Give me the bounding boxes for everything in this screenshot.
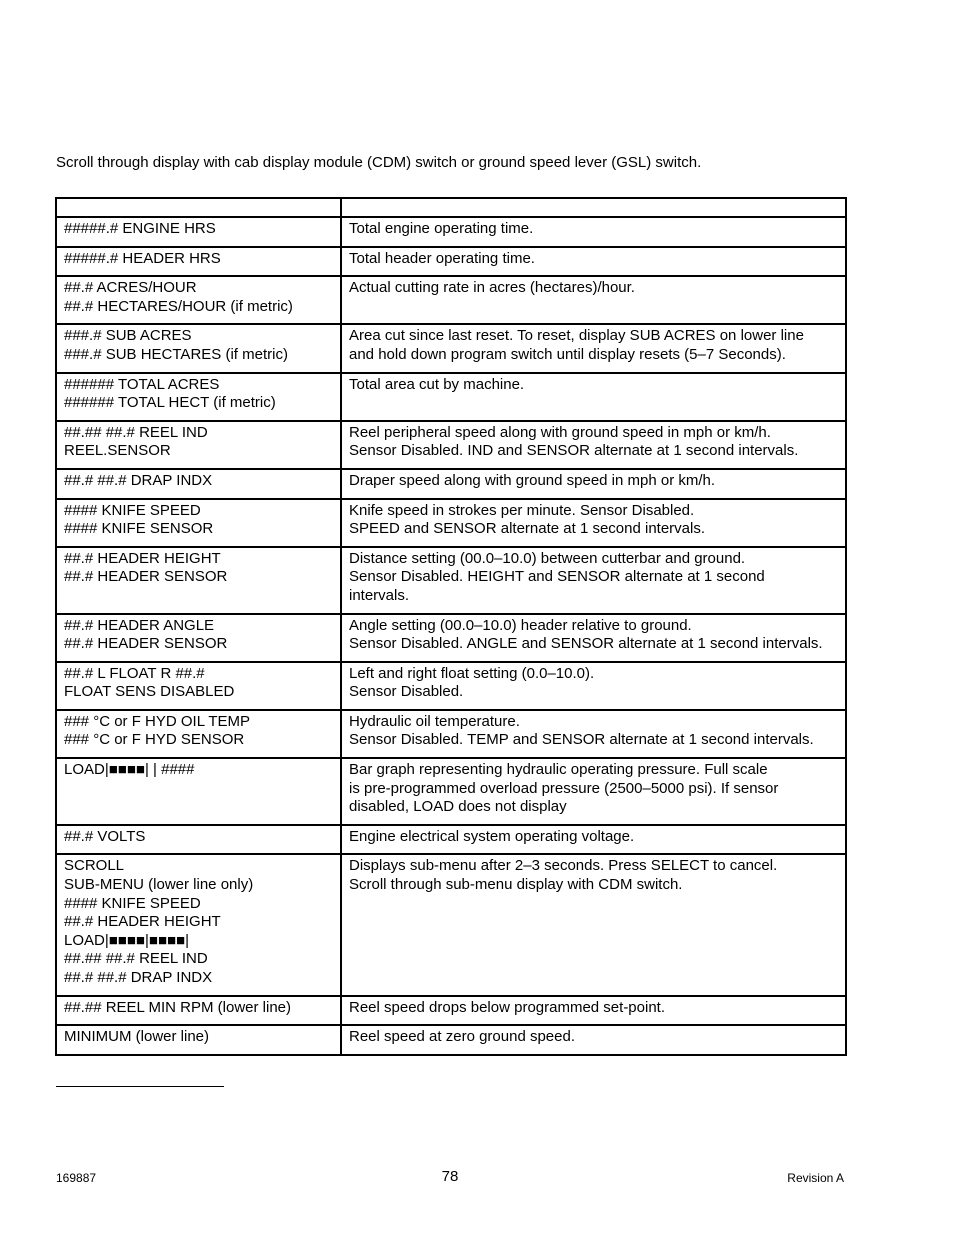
table-row (56, 710, 846, 758)
description-cell: Displays sub-menu after 2–3 seconds. Press SELECT to cancel. Scroll through sub-menu display with CDM switch. (341, 854, 846, 995)
display-cell: #####.# ENGINE HRS (56, 217, 341, 247)
description-cell: Left and right float setting (0.0–10.0). Sensor Disabled. (341, 662, 846, 710)
description-cell: Total header operating time. (341, 247, 846, 277)
display-cell: ### °C or F HYD OIL TEMP ### °C or F HYD SENSOR (56, 710, 341, 758)
table-row (56, 662, 846, 710)
table-row (56, 499, 846, 547)
display-cell: ##.# HEADER ANGLE ##.# HEADER SENSOR (56, 614, 341, 662)
table-row (56, 276, 846, 324)
table-row (56, 547, 846, 614)
description-cell: Hydraulic oil temperature. Sensor Disabled. TEMP and SENSOR alternate at 1 second intervals. (341, 710, 846, 758)
display-cell: ##.# ##.# DRAP INDX (56, 469, 341, 499)
table-row (56, 1025, 846, 1055)
table-row (56, 324, 846, 372)
table-row (56, 373, 846, 421)
description-cell: Angle setting (00.0–10.0) header relative to ground. Sensor Disabled. ANGLE and SENSOR alternate at 1 second intervals. (341, 614, 846, 662)
description-cell: Bar graph representing hydraulic operating pressure. Full scale is pre-programmed overload pressure (2500–5000 psi). If sensor disabled, LOAD does not display (341, 758, 846, 825)
display-cell: ###.# SUB ACRES ###.# SUB HECTARES (if metric) (56, 324, 341, 372)
description-cell: Area cut since last reset. To reset, display SUB ACRES on lower line and hold down program switch until display resets (5–7 Seconds). (341, 324, 846, 372)
table-row (56, 247, 846, 277)
display-cell: ##.## REEL MIN RPM (lower line) (56, 996, 341, 1026)
description-cell: Reel speed drops below programmed set-point. (341, 996, 846, 1026)
display-table (55, 197, 847, 1056)
display-cell: ##.# HEADER HEIGHT ##.# HEADER SENSOR (56, 547, 341, 614)
table-row (56, 421, 846, 469)
display-cell: ##.# L FLOAT R ##.# FLOAT SENS DISABLED (56, 662, 341, 710)
display-cell: ###### TOTAL ACRES ###### TOTAL HECT (if metric) (56, 373, 341, 421)
page-number: 78 (441, 1168, 459, 1185)
table-row (56, 217, 846, 247)
table-row (56, 758, 846, 825)
display-cell: MINIMUM (lower line) (56, 1025, 341, 1055)
header-cell-description (341, 198, 846, 217)
intro-text: Scroll through display with cab display module (CDM) switch or ground speed lever (GSL) switch. (56, 154, 702, 171)
header-cell-display (56, 198, 341, 217)
table-row (56, 854, 846, 995)
description-cell: Total engine operating time. (341, 217, 846, 247)
description-cell: Actual cutting rate in acres (hectares)/hour. (341, 276, 846, 324)
display-cell: #####.# HEADER HRS (56, 247, 341, 277)
display-cell: SCROLL SUB-MENU (lower line only) #### KNIFE SPEED ##.# HEADER HEIGHT LOAD|■■■■|■■■■| ##.## ##.# REEL IND ##.# ##.# DRAP INDX (56, 854, 341, 995)
table-row (56, 469, 846, 499)
description-cell: Reel speed at zero ground speed. (341, 1025, 846, 1055)
table-row (56, 996, 846, 1026)
description-cell: Engine electrical system operating voltage. (341, 825, 846, 855)
display-cell: LOAD|■■■■| | #### (56, 758, 341, 825)
table-header-row (56, 198, 846, 217)
description-cell: Total area cut by machine. (341, 373, 846, 421)
display-cell: ##.## ##.# REEL IND REEL.SENSOR (56, 421, 341, 469)
table-row (56, 614, 846, 662)
description-cell: Draper speed along with ground speed in mph or km/h. (341, 469, 846, 499)
footnote-rule (56, 1086, 224, 1087)
display-cell: ##.# VOLTS (56, 825, 341, 855)
display-cell: ##.# ACRES/HOUR ##.# HECTARES/HOUR (if metric) (56, 276, 341, 324)
description-cell: Distance setting (00.0–10.0) between cutterbar and ground. Sensor Disabled. HEIGHT and SENSOR alternate at 1 second intervals. (341, 547, 846, 614)
description-cell: Knife speed in strokes per minute. Sensor Disabled. SPEED and SENSOR alternate at 1 second intervals. (341, 499, 846, 547)
revision-label: Revision A (787, 1171, 844, 1185)
table-row (56, 825, 846, 855)
display-cell: #### KNIFE SPEED #### KNIFE SENSOR (56, 499, 341, 547)
document-number: 169887 (56, 1171, 97, 1185)
description-cell: Reel peripheral speed along with ground speed in mph or km/h. Sensor Disabled. IND and SENSOR alternate at 1 second intervals. (341, 421, 846, 469)
